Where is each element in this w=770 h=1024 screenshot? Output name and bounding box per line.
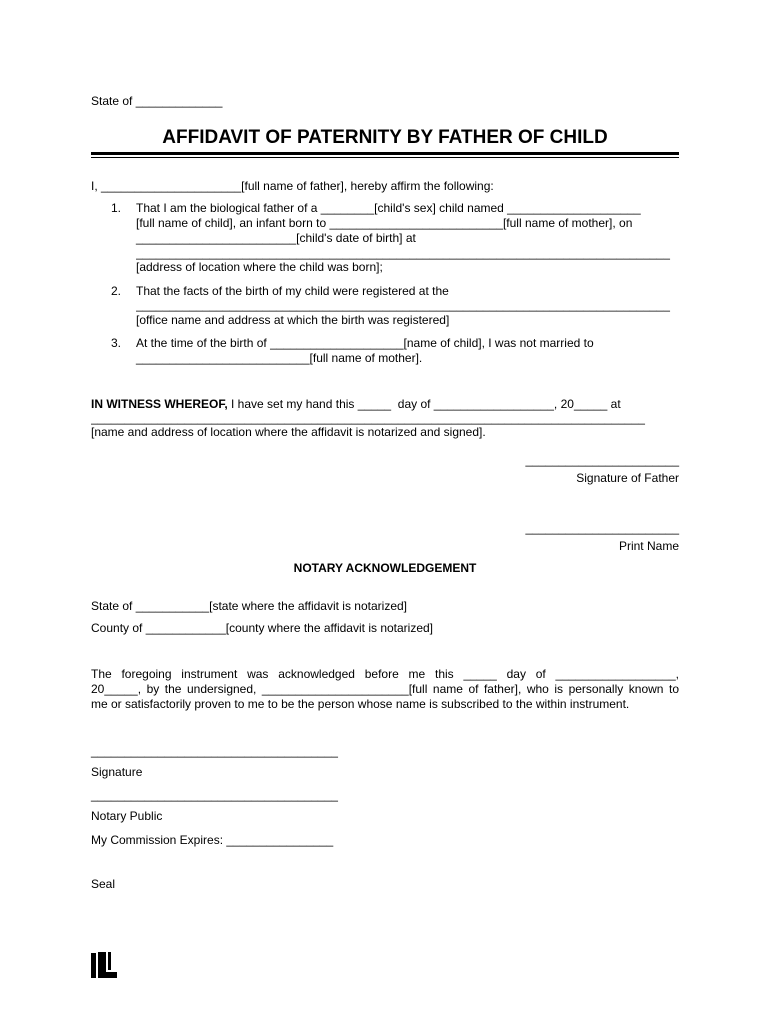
title-rule-thin bbox=[91, 157, 679, 158]
father-signature-line: _______________________ bbox=[525, 453, 679, 467]
notary-signature-line: _____________________________________ bbox=[91, 744, 338, 758]
notary-public-line: _____________________________________ bbox=[91, 788, 338, 802]
notary-signature-label: Signature bbox=[91, 765, 143, 779]
item-2-line-3: [office name and address at which the birth was registered] bbox=[136, 313, 450, 327]
notary-county-line: County of ____________[county where the affidavit is notarized] bbox=[91, 621, 434, 635]
state-line: State of _____________ bbox=[91, 94, 223, 108]
legal-templates-logo-icon bbox=[91, 952, 117, 978]
item-number-1: 1. bbox=[111, 201, 122, 215]
item-1-line-2: [full name of child], an infant born to __________________________[full name of mother], on bbox=[136, 216, 633, 230]
print-name-line: _______________________ bbox=[525, 521, 679, 535]
item-1-line-5: [address of location where the child was born]; bbox=[136, 260, 383, 274]
item-1-line-3: ________________________[child's date of birth] at bbox=[136, 231, 416, 245]
print-name-label: Print Name bbox=[618, 539, 679, 553]
seal-label: Seal bbox=[91, 877, 116, 891]
witness-blank-line: ___________________________________________________________________________________ bbox=[91, 411, 645, 425]
witness-location-note: [name and address of location where the affidavit is notarized and signed]. bbox=[91, 425, 486, 439]
item-number-3: 3. bbox=[111, 336, 122, 350]
notary-public-label: Notary Public bbox=[91, 809, 163, 823]
father-signature-label: Signature of Father bbox=[576, 471, 679, 485]
item-2-line-2: ________________________________________________________________________________ bbox=[136, 298, 670, 312]
notary-state-line: State of ___________[state where the affidavit is notarized] bbox=[91, 599, 407, 613]
item-2-line-1: That the facts of the birth of my child were registered at the bbox=[136, 284, 449, 298]
title-rule-thick bbox=[91, 152, 679, 155]
item-3-line-2: __________________________[full name of mother]. bbox=[136, 351, 423, 365]
witness-statement bbox=[91, 397, 621, 412]
witness-bold-lead: IN WITNESS WHEREOF, bbox=[91, 397, 228, 411]
item-3-line-1: At the time of the birth of ____________________[name of child], I was not married to bbox=[136, 336, 594, 350]
item-1-line-4: ________________________________________________________________________________ bbox=[136, 246, 670, 260]
commission-expires: My Commission Expires: ________________ bbox=[91, 833, 334, 847]
document-title: AFFIDAVIT OF PATERNITY BY FATHER OF CHILD bbox=[162, 127, 608, 148]
witness-text: I have set my hand this _____ day of __________________, 20_____ at bbox=[227, 397, 621, 411]
notary-paragraph-line-2: 20_____, by the undersigned, ______________________[full name of father], who is personally known to bbox=[91, 682, 679, 696]
item-1-line-1: That I am the biological father of a ________[child's sex] child named ____________________ bbox=[136, 201, 641, 215]
notary-paragraph-line-1: The foregoing instrument was acknowledged before me this _____ day of __________________, bbox=[91, 667, 679, 681]
notary-heading: NOTARY ACKNOWLEDGEMENT bbox=[293, 561, 477, 575]
intro-statement: I, _____________________[full name of father], hereby affirm the following: bbox=[91, 179, 494, 193]
item-number-2: 2. bbox=[111, 284, 122, 298]
notary-paragraph-line-3: me or satisfactorily proven to me to be the person whose name is subscribed to the within instrument. bbox=[91, 697, 630, 711]
